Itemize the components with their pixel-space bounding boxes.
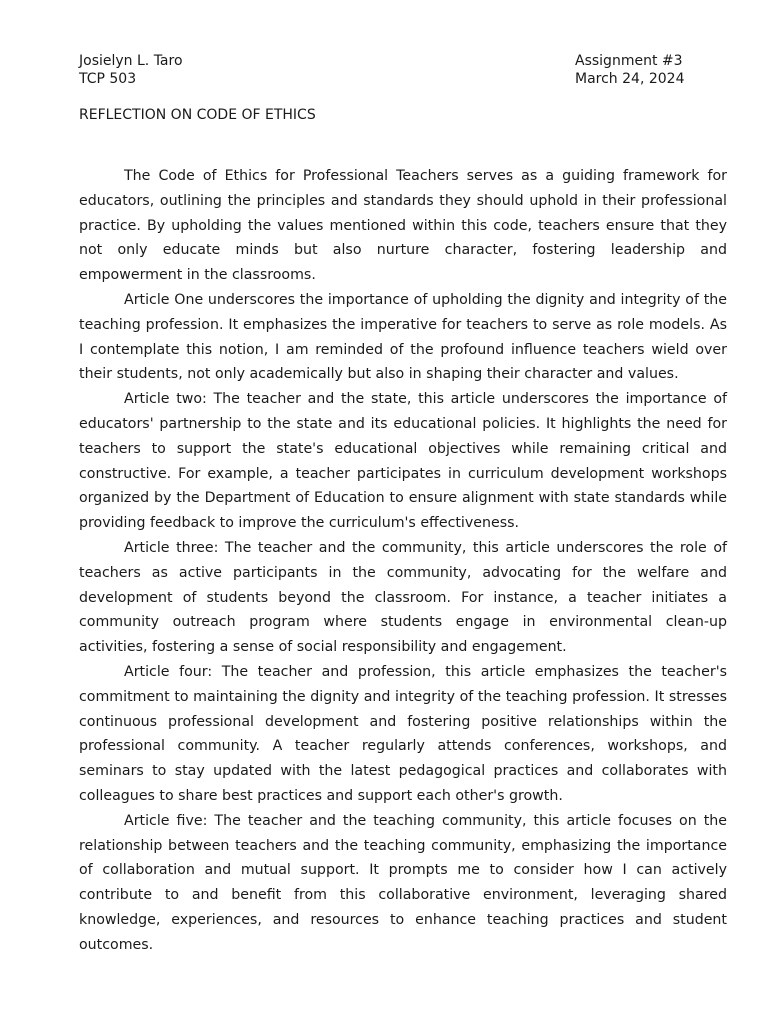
paragraph-article-five: Article five: The teacher and the teaching community, this article focuses on the relationship between teachers and the teaching community, emphasizing the importance of collaboration and mutual support. It prompts me to consider how I can actively contribute to and benefit from this collaborative environment, leveraging shared knowledge, experiences, and resources to enhance teaching practices and student outcomes. [79, 812, 727, 953]
assignment-number: Assignment #3 [575, 53, 683, 69]
paragraph-intro: The Code of Ethics for Professional Teachers serves as a guiding framework for educators, outlining the principles and standards they should uphold in their professional practice. By upholding the values mentioned within this code, teachers ensure that they not only educate minds but also nurture character, fostering leadership and empowerment in the classrooms. [79, 168, 727, 284]
document-body [79, 164, 727, 958]
document-title: REFLECTION ON CODE OF ETHICS [79, 107, 316, 123]
paragraph-article-one: Article One underscores the importance of upholding the dignity and integrity of the teaching profession. It emphasizes the imperative for teachers to serve as role models. As I contemplate this notion, I am reminded of the profound influence teachers wield over their students, not only academically but also in shaping their character and values. [79, 291, 727, 383]
paragraph-article-two: Article two: The teacher and the state, this article underscores the importance of educators' partnership to the state and its educational policies. It highlights the need for teachers to support the state's educational objectives while remaining critical and constructive. For example, a teacher participates in curriculum development workshops organized by the Department of Education to ensure alignment with state standards while providing feedback to improve the curriculum's effectiveness. [79, 391, 727, 532]
assignment-date: March 24, 2024 [575, 71, 685, 87]
document-page [79, 52, 727, 958]
assignment-block [575, 52, 727, 88]
author-name: Josielyn L. Taro [79, 53, 183, 69]
document-header [79, 52, 727, 88]
paragraph-article-four: Article four: The teacher and profession, this article emphasizes the teacher's commitment to maintaining the dignity and integrity of the teaching profession. It stresses continuous professional development and fostering positive relationships within the professional community. A teacher regularly attends conferences, workshops, and seminars to stay updated with the latest pedagogical practices and collaborates with colleagues to share best practices and support each other's growth. [79, 663, 727, 804]
author-block [79, 52, 183, 88]
course-code: TCP 503 [79, 71, 137, 87]
paragraph-article-three: Article three: The teacher and the community, this article underscores the role of teachers as active participants in the community, advocating for the welfare and development of students beyond the classroom. For instance, a teacher initiates a community outreach program where students engage in environmental clean-up activities, fostering a sense of social responsibility and engagement. [79, 539, 727, 656]
